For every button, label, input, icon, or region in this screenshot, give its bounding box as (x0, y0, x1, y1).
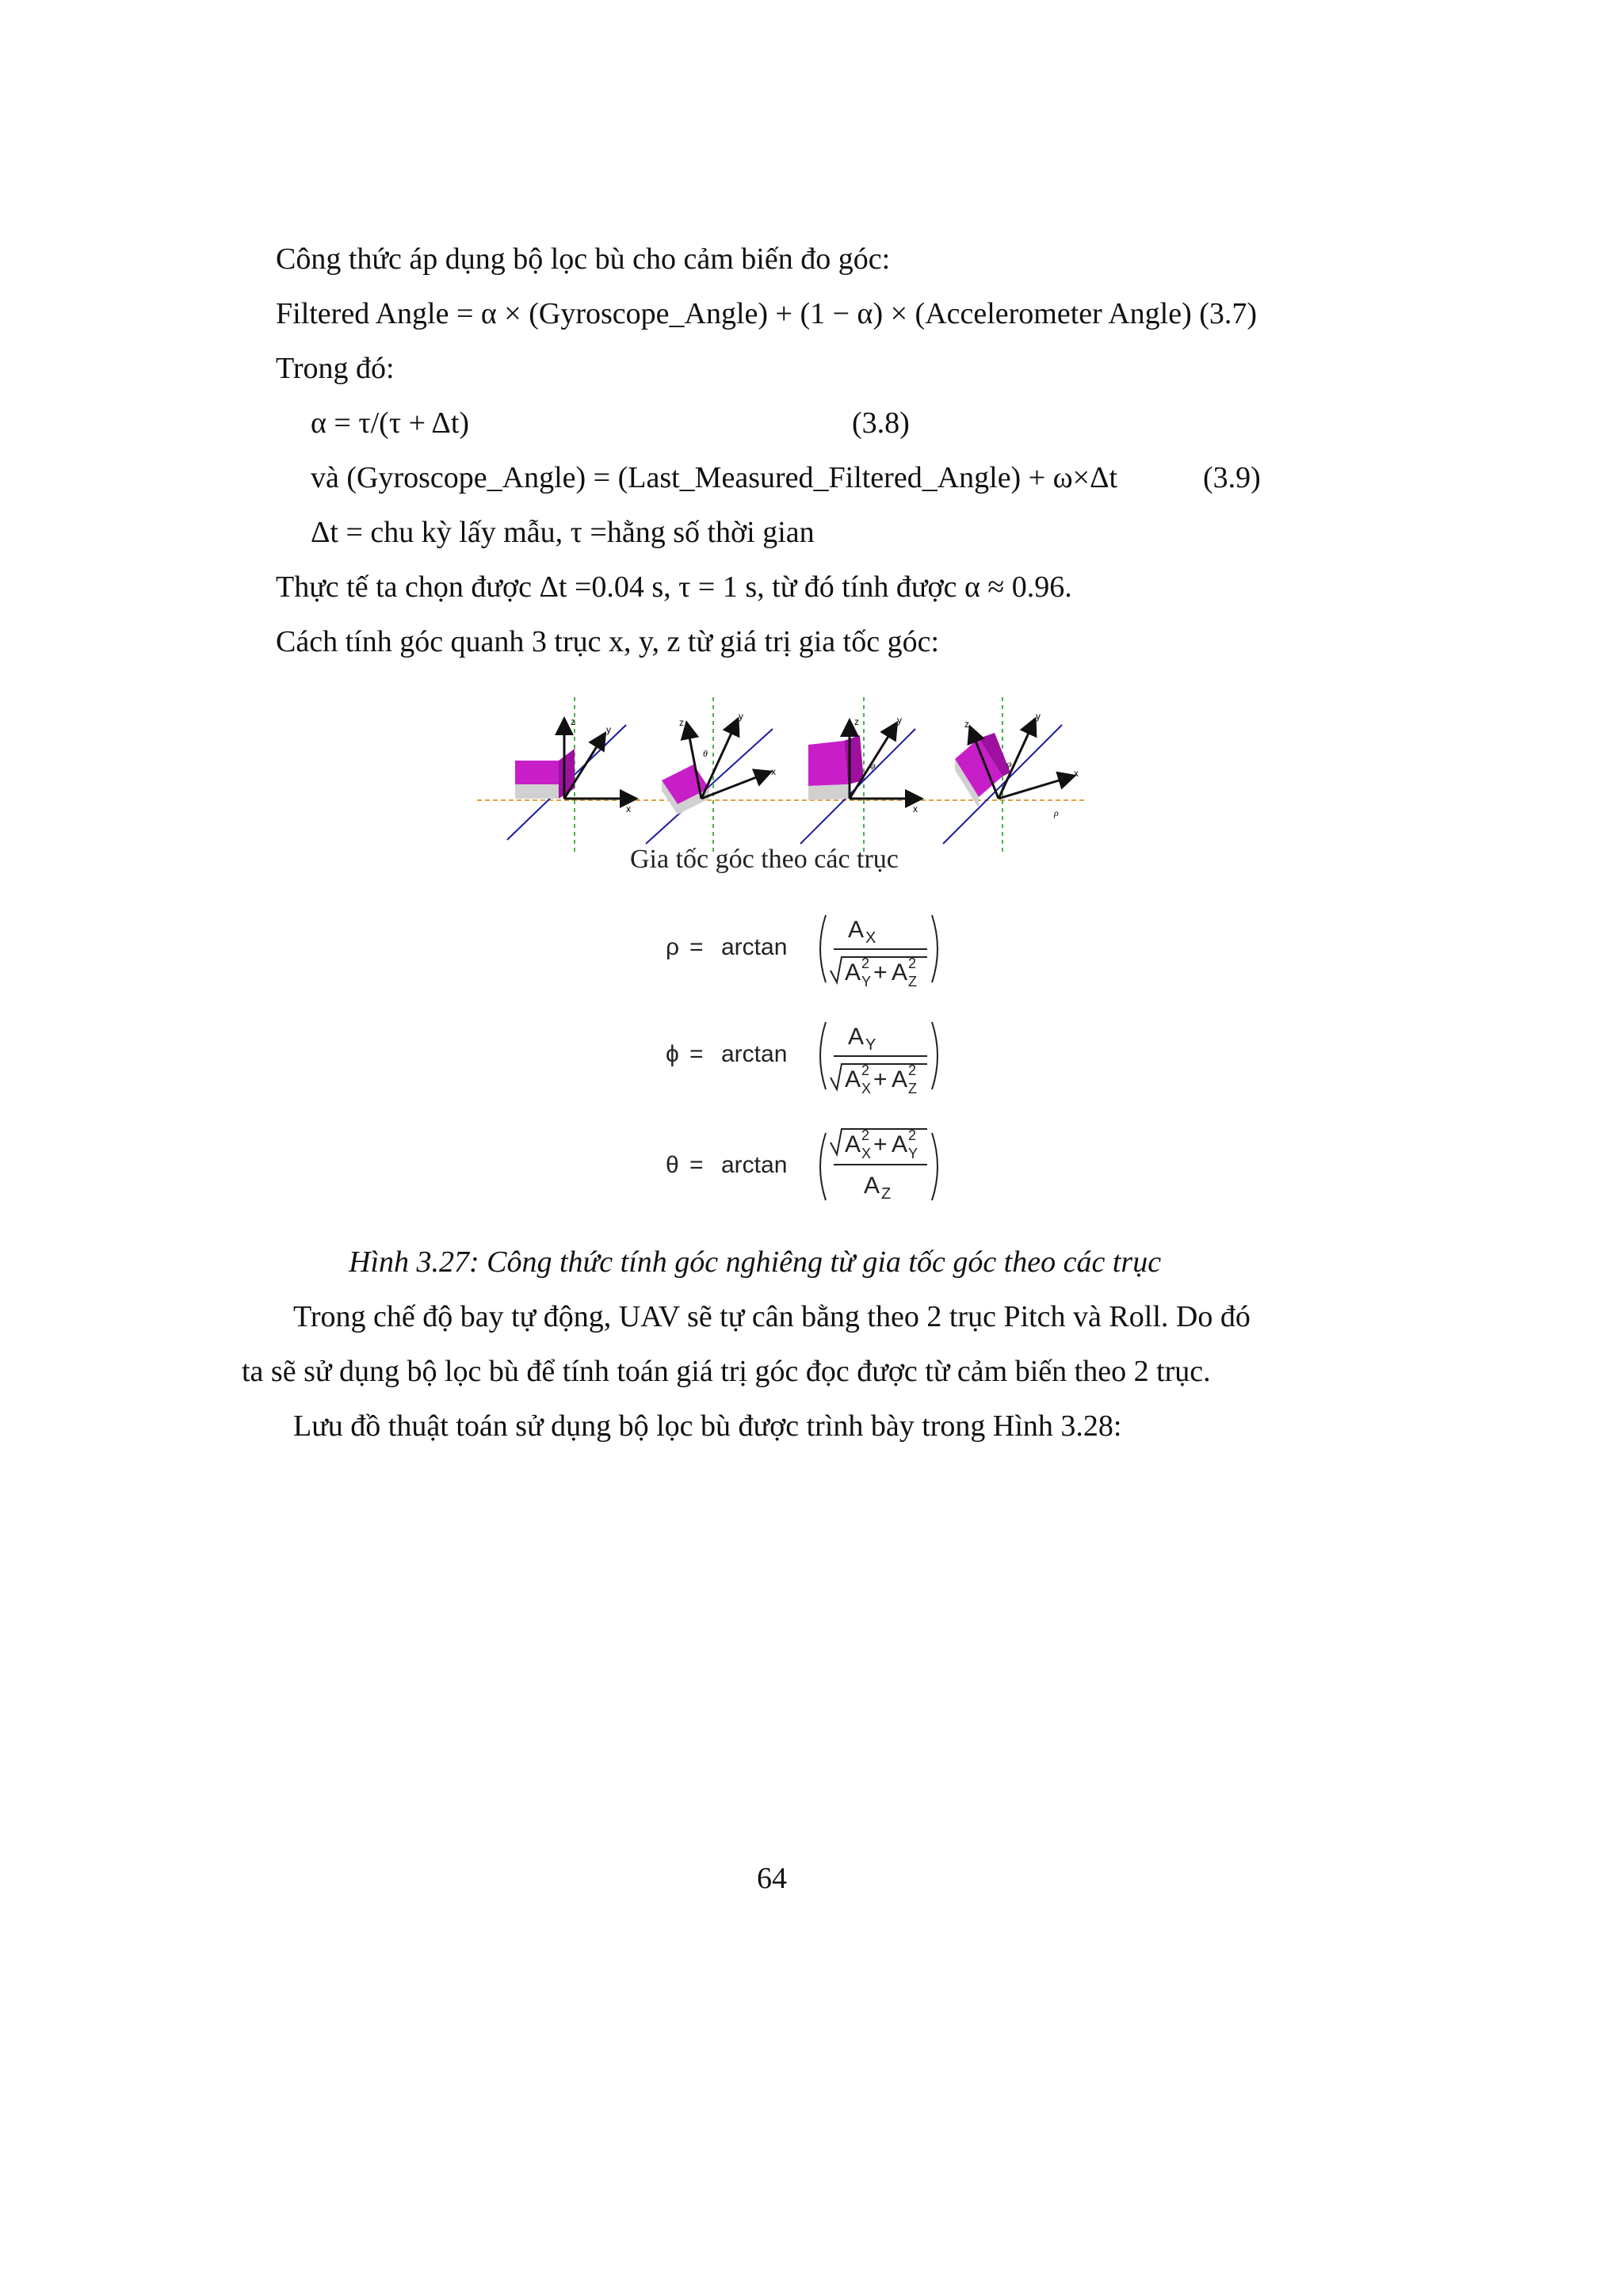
equation-3-8-number: (3.8) (852, 406, 910, 440)
axis-panel-4 (943, 697, 1079, 856)
svg-text:Y: Y (908, 1146, 918, 1161)
equation-3-7: Filtered Angle = α × (Gyroscope_Angle) + (1 − α) × (Accelerometer Angle) (3.7) (276, 297, 1258, 330)
angle-method-line: Cách tính góc quanh 3 trục x, y, z từ giá trị gia tốc góc: (276, 625, 940, 658)
svg-text:Z: Z (881, 1185, 892, 1203)
page-number: 64 (757, 1862, 787, 1895)
formula-theta (666, 1127, 938, 1203)
figure-caption: Hình 3.27: Công thức tính góc nghiêng từ gia tốc góc theo các trục (349, 1245, 1162, 1279)
svg-text:X: X (865, 929, 876, 947)
svg-text:Z: Z (908, 1081, 917, 1097)
axis-label-y: y (897, 715, 902, 726)
svg-text:A: A (892, 1131, 908, 1158)
svg-text:X: X (861, 1146, 872, 1161)
axis-label-z: z (679, 717, 684, 728)
formula-phi-func: arctan (721, 1041, 788, 1067)
svg-text:X: X (861, 1081, 872, 1097)
axis-panel-1 (507, 697, 634, 856)
axis-label-x: x (626, 803, 631, 814)
axis-label-x: x (771, 766, 776, 777)
axis-label-z: z (854, 716, 859, 727)
equation-3-8: α = τ/(τ + Δt) (311, 406, 470, 440)
axis-label-z: z (571, 716, 575, 727)
figure-subcaption: Gia tốc góc theo các trục (630, 845, 899, 874)
figure-illustration (468, 697, 1094, 1204)
axis-panel-3 (800, 697, 919, 856)
formula-rho-lhs: ρ (666, 934, 680, 960)
svg-text:Y: Y (865, 1036, 876, 1054)
svg-text:Z: Z (908, 974, 917, 990)
formula-theta-func: arctan (721, 1152, 788, 1178)
svg-text:+: + (873, 1066, 888, 1093)
equation-3-9-number: (3.9) (1203, 461, 1261, 494)
angle-label-rho: ρ (1054, 807, 1059, 818)
axis-label-y: y (1036, 711, 1041, 722)
formula-rho-func: arctan (721, 934, 788, 960)
axis-label-z: z (964, 719, 969, 730)
paragraph-1-line-2: ta sẽ sử dụng bộ lọc bù để tính toán giá trị góc đọc được từ cảm biến theo 2 trục. (242, 1355, 1211, 1388)
svg-text:2: 2 (908, 1062, 917, 1078)
axis-label-x: x (913, 803, 918, 814)
svg-text:+: + (873, 1131, 888, 1158)
svg-text:A: A (845, 1131, 861, 1158)
formula-rho-num: A (848, 917, 865, 943)
axis-label-x: x (1074, 768, 1079, 779)
angle-label-phi: φ (870, 760, 876, 771)
formula-rho (666, 915, 938, 990)
axis-panel-2 (646, 697, 776, 856)
svg-text:A: A (845, 1066, 861, 1093)
svg-text:A: A (892, 959, 908, 986)
svg-text:=: = (689, 1041, 704, 1067)
formula-phi (666, 1022, 938, 1097)
svg-text:2: 2 (908, 1127, 917, 1143)
figure-3-27 (468, 697, 1094, 1204)
svg-text:Y: Y (861, 974, 872, 990)
svg-text:2: 2 (861, 1127, 870, 1143)
axis-label-y: y (739, 711, 743, 722)
practical-values: Thực tế ta chọn được Δt =0.04 s, τ = 1 s, từ đó tính được α ≈ 0.96. (276, 570, 1072, 604)
angle-label-phi-2: φ (1006, 758, 1012, 769)
dt-definition: Δt = chu kỳ lấy mẫu, τ =hằng số thời gian (311, 516, 815, 549)
formula-theta-lhs: θ (666, 1152, 679, 1178)
svg-text:A: A (892, 1066, 908, 1093)
formula-theta-den: A (864, 1173, 880, 1199)
svg-text:2: 2 (861, 955, 870, 971)
svg-text:2: 2 (908, 955, 917, 971)
svg-text:+: + (873, 959, 888, 986)
angle-label-theta: θ (703, 748, 708, 759)
formula-phi-num: A (848, 1024, 865, 1050)
paragraph-2: Lưu đồ thuật toán sử dụng bộ lọc bù được trình bày trong Hình 3.28: (293, 1409, 1122, 1443)
svg-text:A: A (845, 959, 861, 986)
svg-text:=: = (689, 1152, 704, 1178)
paragraph-1-line-1: Trong chế độ bay tự động, UAV sẽ tự cân bằng theo 2 trục Pitch và Roll. Do đó (293, 1300, 1251, 1333)
equation-3-9: và (Gyroscope_Angle) = (Last_Measured_Filtered_Angle) + ω×Δt (311, 461, 1118, 494)
intro-line: Công thức áp dụng bộ lọc bù cho cảm biến đo góc: (276, 242, 891, 276)
axis-label-y: y (606, 724, 611, 735)
svg-text:2: 2 (861, 1062, 870, 1078)
trong-do-label: Trong đó: (276, 352, 395, 385)
formula-phi-lhs: ϕ (666, 1041, 679, 1067)
svg-text:=: = (689, 934, 704, 960)
